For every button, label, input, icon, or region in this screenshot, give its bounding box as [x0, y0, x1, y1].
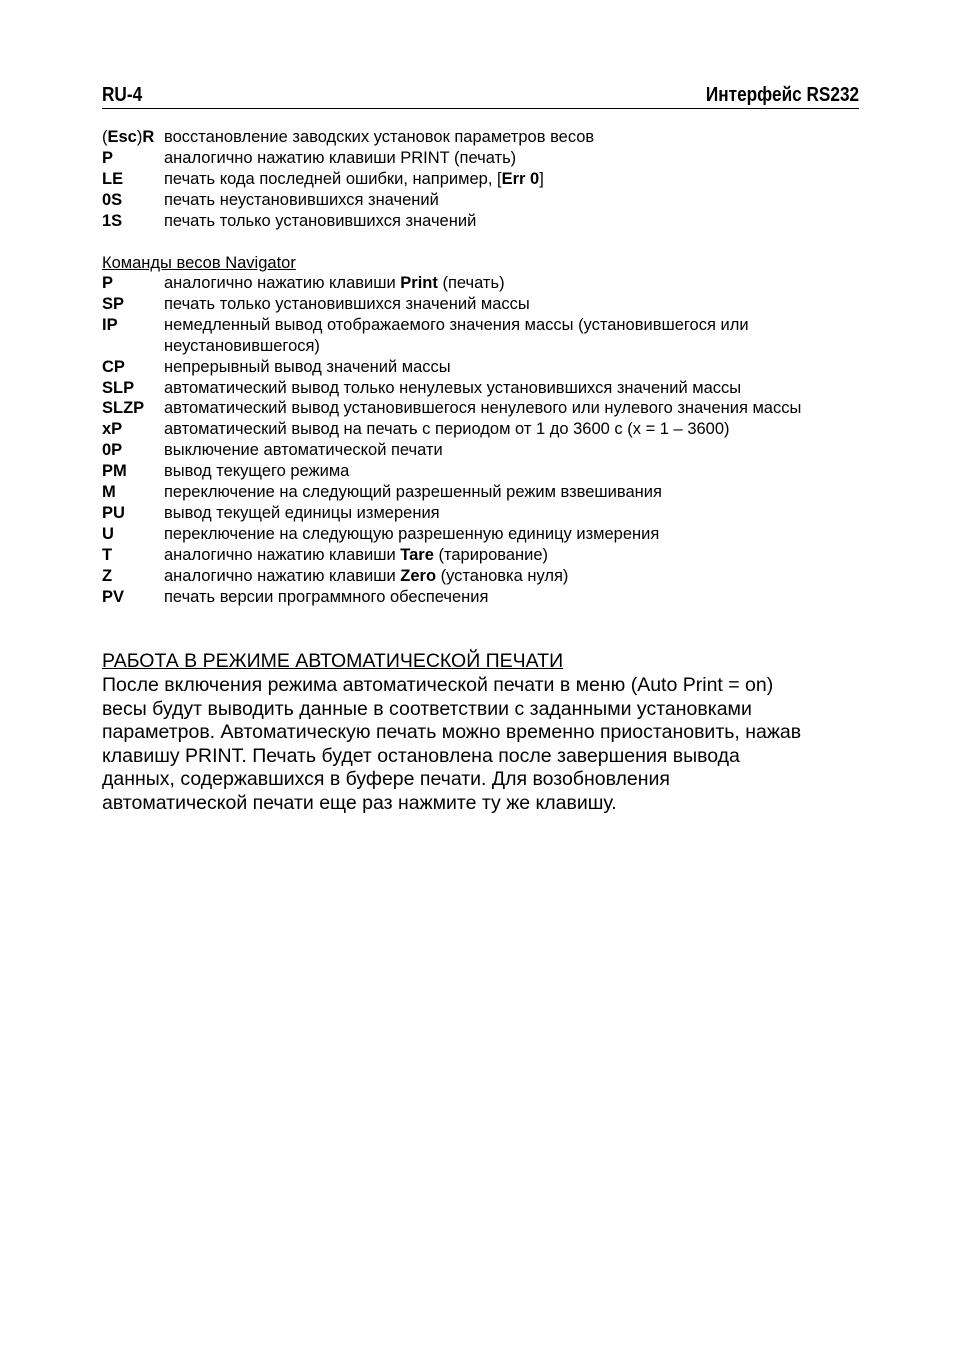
command-row [102, 273, 862, 294]
command-description: автоматический вывод только ненулевых установившихся значений массы [164, 378, 742, 397]
command-row [102, 503, 862, 524]
auto-print-heading: РАБОТА В РЕЖИМЕ АВТОМАТИЧЕСКОЙ ПЕЧАТИ [102, 650, 564, 672]
command-description: аналогично нажатию клавиши Tare (тарирование) [164, 545, 549, 564]
command-row [102, 169, 862, 190]
command-row [102, 482, 862, 503]
command-description: печать версии программного обеспечения [164, 587, 489, 606]
command-row [102, 378, 862, 399]
command-key: LE [102, 169, 124, 188]
command-key: IP [102, 315, 118, 334]
command-description: печать только установившихся значений массы [164, 294, 530, 313]
command-row [102, 524, 862, 545]
command-key: SP [102, 294, 125, 313]
command-row [102, 440, 862, 461]
command-key: P [102, 274, 114, 292]
command-key: P [102, 148, 114, 167]
command-description: восстановление заводских установок параметров весов [164, 128, 595, 146]
command-key: 1S [102, 211, 123, 230]
command-key: U [102, 524, 114, 543]
navigator-command-list [102, 273, 862, 608]
general-command-list [102, 127, 862, 232]
command-row [102, 461, 862, 482]
command-description: немедленный вывод отображаемого значения массы (установившегося или неустановившегося) [164, 315, 749, 355]
command-description: аналогично нажатию клавиши PRINT (печать) [164, 148, 517, 167]
command-row [102, 148, 862, 169]
command-key: PV [102, 587, 125, 606]
command-description: переключение на следующую разрешенную единицу измерения [164, 524, 660, 543]
command-description: выключение автоматической печати [164, 441, 443, 460]
command-key: Z [102, 566, 113, 585]
command-row [102, 419, 862, 440]
command-row [102, 545, 862, 566]
page-header [102, 83, 859, 109]
command-description: автоматический вывод на печать с периодом от 1 до 3600 с (x = 1 – 3600) [164, 420, 730, 439]
command-row [102, 294, 862, 315]
navigator-heading: Команды весов Navigator [102, 254, 296, 272]
command-key: T [102, 545, 113, 564]
command-key: PM [102, 462, 127, 481]
command-key: SLZP [102, 399, 145, 418]
command-row [102, 190, 862, 211]
section-title-header: Интерфейс RS232 [705, 84, 859, 106]
command-description: вывод текущей единицы измерения [164, 503, 440, 522]
command-description: автоматический вывод установившегося ненулевого или нулевого значения массы [164, 399, 802, 418]
command-key: CP [102, 357, 125, 376]
command-description: непрерывный вывод значений массы [164, 357, 451, 376]
command-description: печать неустановившихся значений [164, 190, 439, 209]
command-description: аналогично нажатию клавиши Zero (установка нуля) [164, 566, 569, 585]
command-row [102, 357, 862, 378]
command-row [102, 587, 862, 608]
command-row [102, 211, 862, 232]
command-key: 0S [102, 190, 123, 209]
command-description: печать кода последней ошибки, например, [Err 0] [164, 169, 544, 188]
command-key: 0P [102, 441, 123, 460]
command-description: аналогично нажатию клавиши Print (печать) [164, 274, 505, 292]
command-description: переключение на следующий разрешенный режим взвешивания [164, 483, 662, 502]
command-key: xP [102, 420, 123, 439]
auto-print-paragraph: После включения режима автоматической печати в меню (Auto Print = on) весы будут выводить данные в соответствии с заданными установками параметров. Автоматическую печать можно временно приостановить, нажав клавишу PRINT. Печать будет остановлена после завершения вывода данных, содержавшихся в буфере печати. Для возобновления автоматической печати еще раз нажмите ту же клавишу. [102, 674, 802, 814]
command-key: SLP [102, 378, 135, 397]
command-key: PU [102, 503, 125, 522]
command-row [102, 127, 862, 148]
command-description: печать только установившихся значений [164, 211, 477, 230]
command-row [102, 398, 862, 419]
page-number: RU-4 [102, 84, 143, 106]
command-key: M [102, 483, 116, 502]
command-row [102, 566, 862, 587]
command-description: вывод текущего режима [164, 462, 350, 481]
command-row [102, 315, 862, 357]
command-key: (Esc)R [102, 128, 155, 146]
